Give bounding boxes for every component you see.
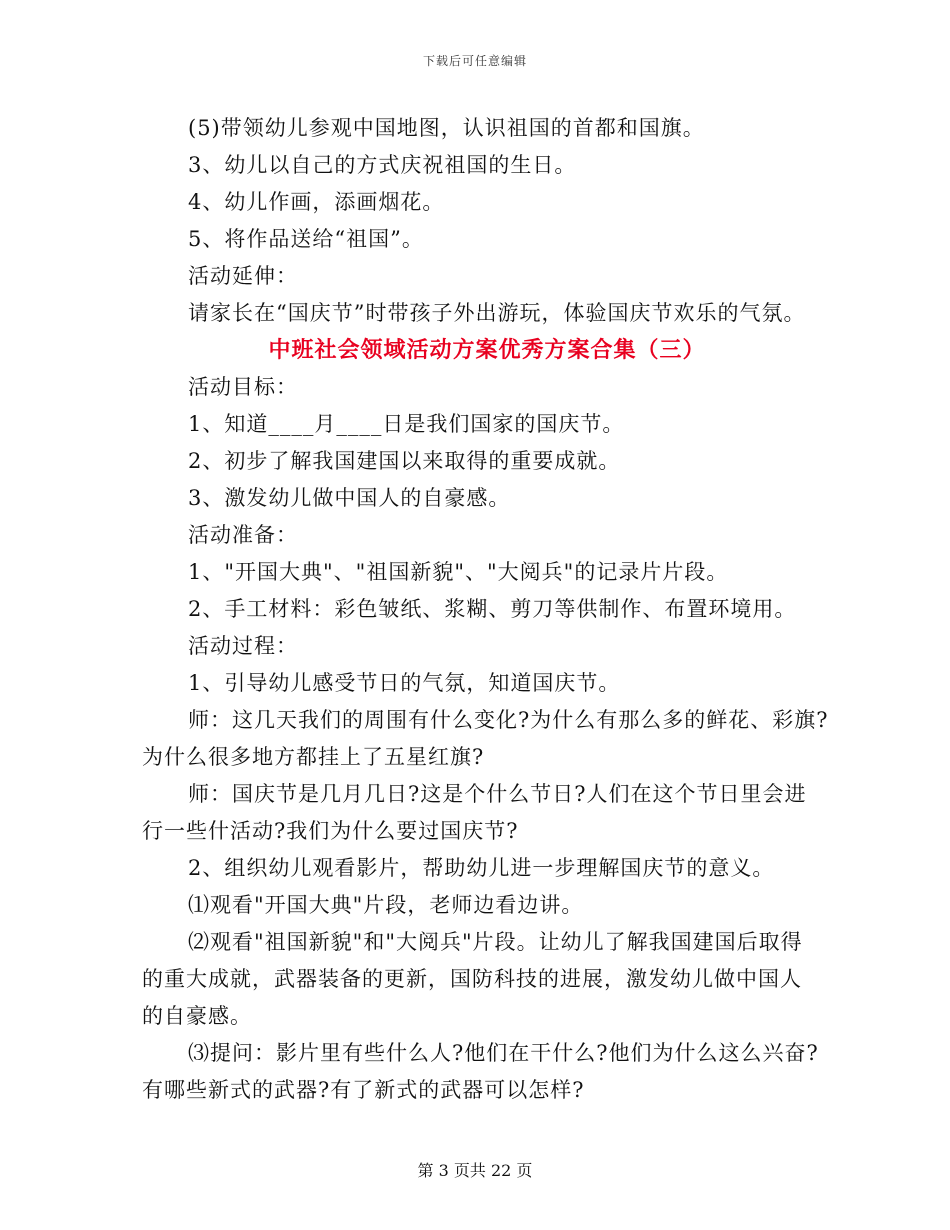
text-line: 活动准备： — [188, 523, 298, 547]
text-line: 的重大成就，武器装备的更新，国防科技的进展，激发幼儿做中国人 — [142, 967, 802, 991]
document-body — [142, 110, 832, 1109]
text-line: 活动过程： — [188, 634, 298, 658]
text-line: 活动目标： — [188, 375, 298, 399]
text-line: 有哪些新式的武器?有了新式的武器可以怎样? — [142, 1078, 585, 1102]
text-line: 师：国庆节是几月几日?这是个什么节日?人们在这个节日里会进 — [188, 782, 807, 806]
page-header: 下载后可任意编辑 — [422, 54, 527, 68]
text-line: 行一些什活动?我们为什么要过国庆节? — [142, 819, 519, 843]
text-line: 1、引导幼儿感受节日的气氛，知道国庆节。 — [188, 671, 621, 695]
text-line: 2、组织幼儿观看影片，帮助幼儿进一步理解国庆节的意义。 — [188, 856, 775, 880]
text-line: 为什么很多地方都挂上了五星红旗? — [142, 745, 485, 769]
text-line: 请家长在“国庆节”时带孩子外出游玩，体验国庆节欢乐的气氛。 — [188, 301, 806, 325]
text-line: 1、知道____月____日是我们国家的国庆节。 — [188, 412, 625, 436]
text-line: 活动延伸： — [188, 264, 298, 288]
text-line: 的自豪感。 — [142, 1004, 252, 1028]
text-line: 5、将作品送给“祖国”。 — [188, 227, 424, 251]
text-line: (5)带领幼儿参观中国地图，认识祖国的首都和国旗。 — [188, 116, 705, 140]
text-line: ⑵观看"祖国新貌"和"大阅兵"片段。让幼儿了解我国建国后取得 — [188, 930, 803, 954]
text-line: 4、幼儿作画，添画烟花。 — [188, 190, 445, 214]
text-line: 2、手工材料：彩色皱纸、浆糊、剪刀等供制作、布置环境用。 — [188, 597, 797, 621]
text-line: 1、"开国大典"、"祖国新貌"、"大阅兵"的记录片片段。 — [188, 560, 729, 584]
text-line: 师：这几天我们的周围有什么变化?为什么有那么多的鲜花、彩旗? — [188, 708, 829, 732]
text-line: 3、激发幼儿做中国人的自豪感。 — [188, 486, 511, 510]
page-footer: 第 3 页共 22 页 — [417, 1161, 533, 1180]
text-line: 3、幼儿以自己的方式庆祝祖国的生日。 — [188, 153, 577, 177]
text-line: ⑴观看"开国大典"片段，老师边看边讲。 — [188, 893, 584, 917]
text-line: 2、初步了解我国建国以来取得的重要成就。 — [188, 449, 621, 473]
section-title: 中班社会领域活动方案优秀方案合集（三） — [268, 337, 706, 363]
text-line: ⑶提问：影片里有些什么人?他们在干什么?他们为什么这么兴奋? — [188, 1041, 819, 1065]
